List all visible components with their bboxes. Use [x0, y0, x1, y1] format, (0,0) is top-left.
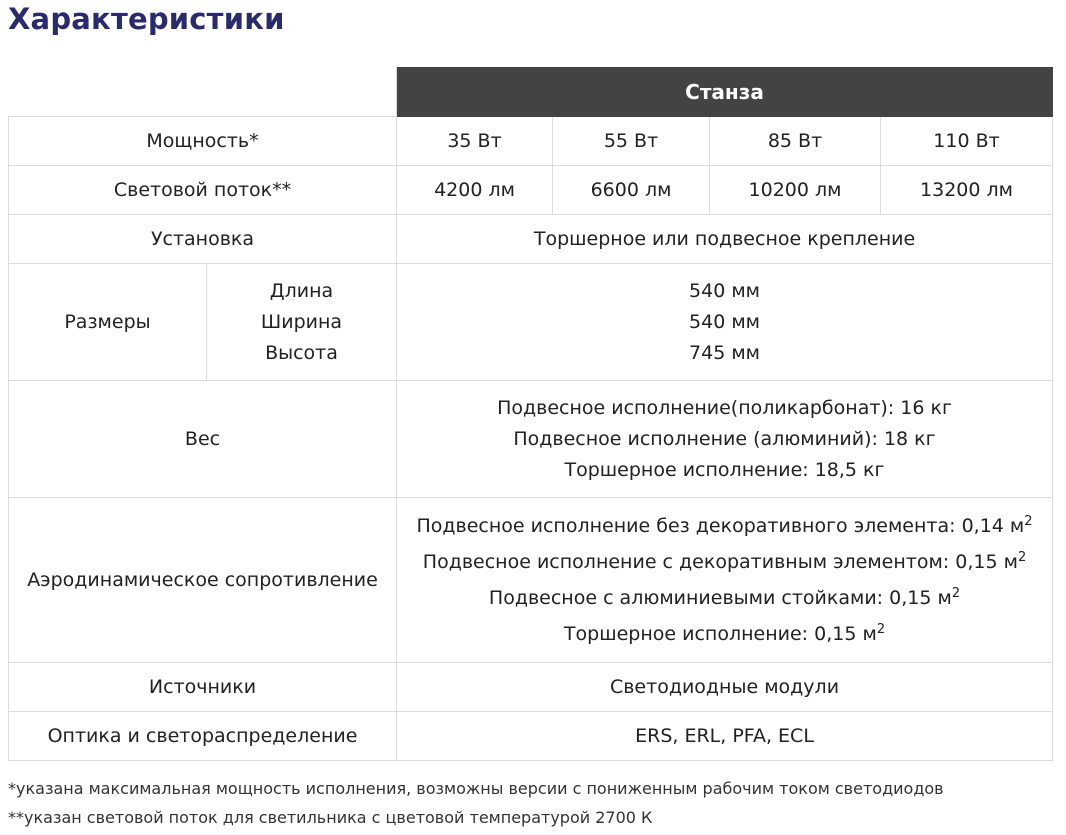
table-row-aero — [9, 498, 1053, 663]
mount-label: Установка — [9, 215, 397, 264]
table-row-sources — [9, 663, 1053, 712]
aero-value: Подвесное с алюминиевыми стойками: 0,15 м — [488, 587, 952, 609]
aero-value-line — [397, 508, 1052, 544]
model-name-header: Станза — [397, 68, 1053, 117]
table-row-power — [9, 117, 1053, 166]
weight-label: Вес — [9, 381, 397, 498]
aero-value-line — [397, 580, 1052, 616]
flux-value: 6600 лм — [553, 166, 710, 215]
aero-value-line — [397, 544, 1052, 580]
weight-value: Торшерное исполнение: 18,5 кг — [564, 458, 885, 481]
table-row-flux — [9, 166, 1053, 215]
footnotes — [8, 774, 944, 832]
aero-value: Торшерное исполнение: 0,15 м — [563, 623, 877, 645]
optics-value: ERS, ERL, PFA, ECL — [397, 712, 1053, 761]
flux-value: 4200 лм — [397, 166, 553, 215]
footnote-power: *указана максимальная мощность исполнения, возможны версии с пониженным рабочим током светодиодов — [8, 779, 944, 798]
aero-value: Подвесное исполнение без декоративного элемента: 0,14 м — [416, 515, 1025, 537]
flux-value: 10200 лм — [710, 166, 881, 215]
power-value: 55 Вт — [553, 117, 710, 166]
optics-label: Оптика и светораспределение — [9, 712, 397, 761]
power-value: 110 Вт — [881, 117, 1053, 166]
dimensions-values — [397, 264, 1053, 381]
aero-unit-sup: 2 — [1024, 514, 1033, 529]
dimension-sublabel: Длина — [269, 279, 334, 302]
sources-label: Источники — [9, 663, 397, 712]
dimension-sublabel: Ширина — [260, 310, 343, 333]
table-header-row — [9, 68, 1053, 117]
flux-label: Световой поток** — [9, 166, 397, 215]
aero-unit-sup: 2 — [951, 586, 961, 601]
weight-values — [397, 381, 1053, 498]
dimension-value: 540 мм — [689, 279, 760, 302]
dimension-value: 540 мм — [689, 310, 760, 333]
power-label: Мощность* — [9, 117, 397, 166]
table-row-weight — [9, 381, 1053, 498]
table-row-dimensions — [9, 264, 1053, 381]
sources-value: Светодиодные модули — [397, 663, 1053, 712]
power-value: 35 Вт — [397, 117, 553, 166]
aero-unit-sup: 2 — [876, 622, 886, 637]
weight-value: Подвесное исполнение(поликарбонат): 16 кг — [497, 396, 952, 419]
aero-values — [397, 498, 1053, 663]
footnote-flux: **указан световой поток для светильника с цветовой температурой 2700 К — [8, 808, 653, 827]
dimensions-label: Размеры — [9, 264, 207, 381]
weight-value: Подвесное исполнение (алюминий): 18 кг — [513, 427, 936, 450]
mount-value: Торшерное или подвесное крепление — [397, 215, 1053, 264]
table-row-optics — [9, 712, 1053, 761]
dimension-value: 745 мм — [689, 341, 760, 364]
aero-unit-sup: 2 — [1017, 550, 1027, 565]
header-blank-cell — [9, 68, 397, 117]
aero-value: Подвесное исполнение с декоративным элементом: 0,15 м — [422, 551, 1018, 573]
dimensions-sublabels — [207, 264, 397, 381]
specs-table — [8, 67, 1053, 761]
aero-label: Аэродинамическое сопротивление — [9, 498, 397, 663]
aero-value-line — [397, 616, 1052, 652]
page-title: Характеристики — [8, 2, 285, 36]
flux-value: 13200 лм — [881, 166, 1053, 215]
dimension-sublabel: Высота — [265, 341, 338, 364]
power-value: 85 Вт — [710, 117, 881, 166]
table-row-mount — [9, 215, 1053, 264]
